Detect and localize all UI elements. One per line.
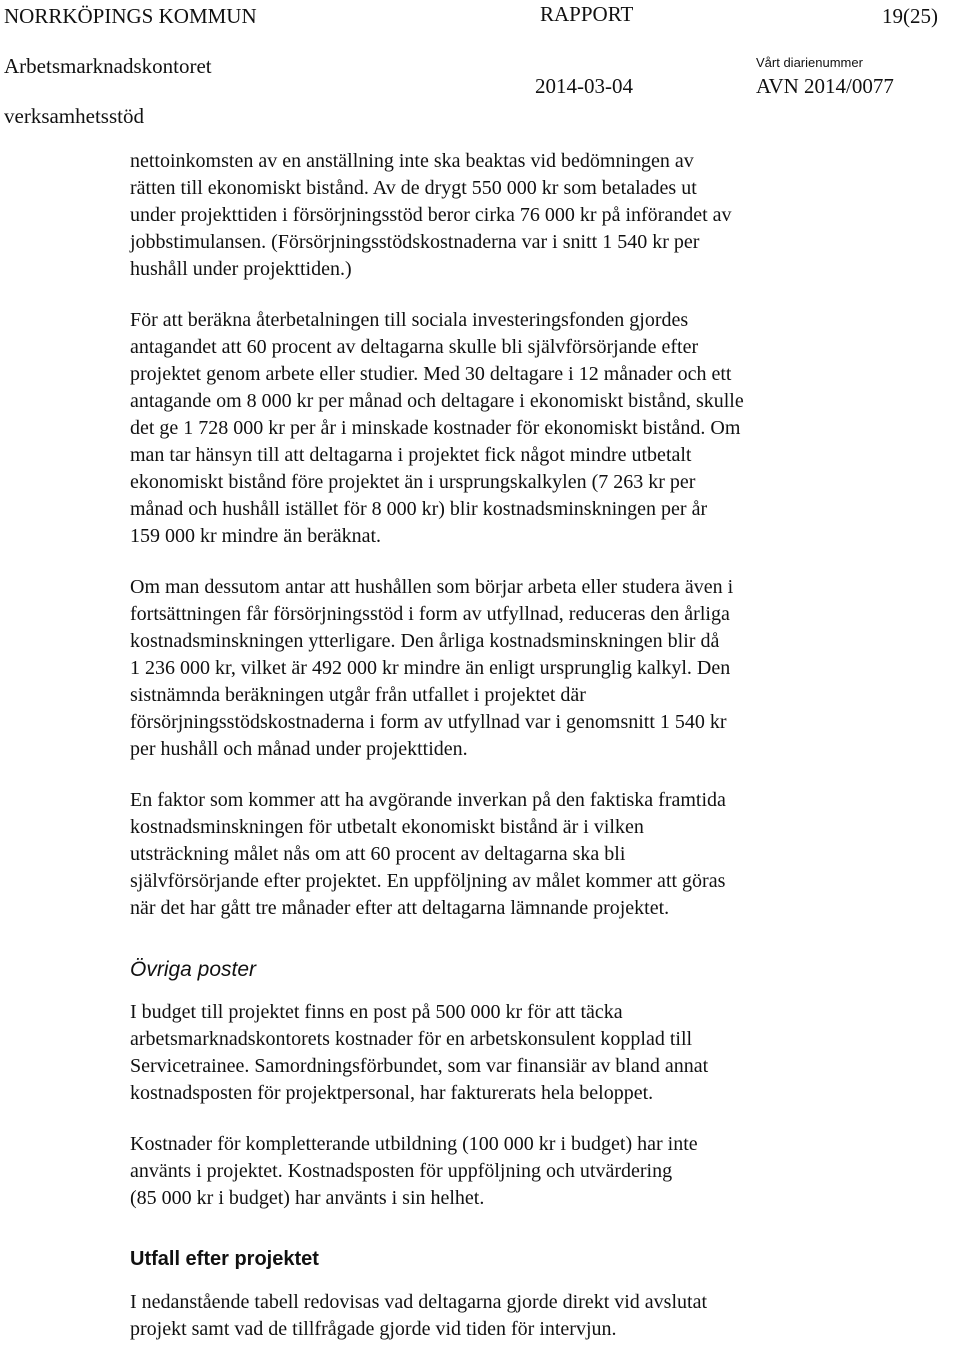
paragraph-tax-stimulus — [130, 148, 850, 283]
text-line: under projekttiden i försörjningsstöd beror cirka 76 000 kr på införandet av — [130, 204, 732, 226]
text-line: En faktor som kommer att ha avgörande inverkan på den faktiska framtida — [130, 789, 726, 811]
text-line: man tar hänsyn till att deltagarna i projektet fick något mindre utbetalt — [130, 444, 692, 466]
text-line: när det har gått tre månader efter att deltagarna lämnande projektet. — [130, 897, 670, 919]
document-type: RAPPORT — [540, 2, 634, 26]
text-line: Kostnader för kompletterande utbildning (100 000 kr i budget) har inte — [130, 1133, 698, 1155]
text-line: försörjningsstödskostnaderna i form av utfyllnad var i genomsnitt 1 540 kr — [130, 711, 727, 733]
text-line: jobbstimulansen. (Försörjningsstödskostnaderna var i snitt 1 540 kr per — [130, 231, 700, 253]
text-line: det ge 1 728 000 kr per år i minskade kostnader för ekonomiskt bistånd. Om — [130, 417, 741, 439]
text-line: 159 000 kr mindre än beräknat. — [130, 525, 382, 547]
text-line: självförsörjande efter projektet. En uppföljning av målet kommer att göras — [130, 870, 726, 892]
text-line: I nedanstående tabell redovisas vad deltagarna gjorde direkt vid avslutat — [130, 1291, 708, 1313]
heading-utfall-efter-projektet: Utfall efter projektet — [130, 1248, 319, 1270]
text-line: utsträckning målet nås om att 60 procent av deltagarna ska bli — [130, 843, 626, 865]
text-line: antagandet att 60 procent av deltagarna skulle bli självförsörjande efter — [130, 336, 699, 358]
report-date: 2014-03-04 — [535, 74, 633, 98]
text-line: kostnadsminskningen ytterligare. Den årliga kostnadsminskningen blir då — [130, 630, 720, 652]
department-name: Arbetsmarknadskontoret — [4, 54, 212, 78]
department-subunit: verksamhetsstöd — [4, 104, 144, 128]
text-line: per hushåll och månad under projekttiden. — [130, 738, 468, 760]
text-line: använts i projektet. Kostnadsposten för uppföljning och utvärdering — [130, 1160, 673, 1182]
paragraph-budget-post — [130, 999, 850, 1107]
text-line: 1 236 000 kr, vilket är 492 000 kr mindre än enligt ursprunglig kalkyl. Den — [130, 657, 731, 679]
text-line: Om man dessutom antar att hushållen som börjar arbeta eller studera även i — [130, 576, 734, 598]
text-line: sistnämnda beräkningen utgår från utfallet i projektet där — [130, 684, 586, 706]
diarienummer-label: Vårt diarienummer — [756, 55, 863, 70]
text-line: (85 000 kr i budget) har använts i sin helhet. — [130, 1187, 485, 1209]
text-line: nettoinkomsten av en anställning inte ska beaktas vid bedömningen av — [130, 150, 694, 172]
paragraph-supplement-assumption — [130, 574, 850, 763]
text-line: fortsättningen får försörjningsstöd i form av utfyllnad, reduceras den årliga — [130, 603, 730, 625]
paragraph-future-factor — [130, 787, 850, 922]
paragraph-education-costs — [130, 1131, 850, 1212]
paragraph-table-intro — [130, 1289, 850, 1343]
text-line: rätten till ekonomiskt bistånd. Av de drygt 550 000 kr som betalades ut — [130, 177, 697, 199]
text-line: I budget till projektet finns en post på 500 000 kr för att täcka — [130, 1001, 623, 1023]
text-line: antagande om 8 000 kr per månad och deltagare i ekonomiskt bistånd, skulle — [130, 390, 744, 412]
text-line: ekonomiskt bistånd före projektet än i ursprungskalkylen (7 263 kr per — [130, 471, 696, 493]
paragraph-repayment-calculation — [130, 307, 850, 550]
organization-name: NORRKÖPINGS KOMMUN — [4, 4, 257, 28]
text-line: hushåll under projekttiden.) — [130, 258, 352, 280]
text-line: För att beräkna återbetalningen till sociala investeringsfonden gjordes — [130, 309, 689, 331]
page-number: 19(25) — [882, 4, 938, 28]
text-line: kostnadsminskningen för utbetalt ekonomiskt bistånd är i vilken — [130, 816, 644, 838]
diarienummer-value: AVN 2014/0077 — [756, 74, 894, 98]
text-line: arbetsmarknadskontorets kostnader för en arbetskonsulent kopplad till — [130, 1028, 693, 1050]
text-line: månad och hushåll istället för 8 000 kr) blir kostnadsminskningen per år — [130, 498, 708, 520]
text-line: kostnadsposten för projektpersonal, har fakturerats hela beloppet. — [130, 1082, 654, 1104]
text-line: Servicetrainee. Samordningsförbundet, som var finansiär av bland annat — [130, 1055, 709, 1077]
text-line: projektet genom arbete eller studier. Med 30 deltagare i 12 månader och ett — [130, 363, 732, 385]
text-line: projekt samt vad de tillfrågade gjorde vid tiden för intervjun. — [130, 1318, 617, 1340]
heading-ovriga-poster: Övriga poster — [130, 958, 257, 981]
report-body — [130, 148, 850, 1367]
